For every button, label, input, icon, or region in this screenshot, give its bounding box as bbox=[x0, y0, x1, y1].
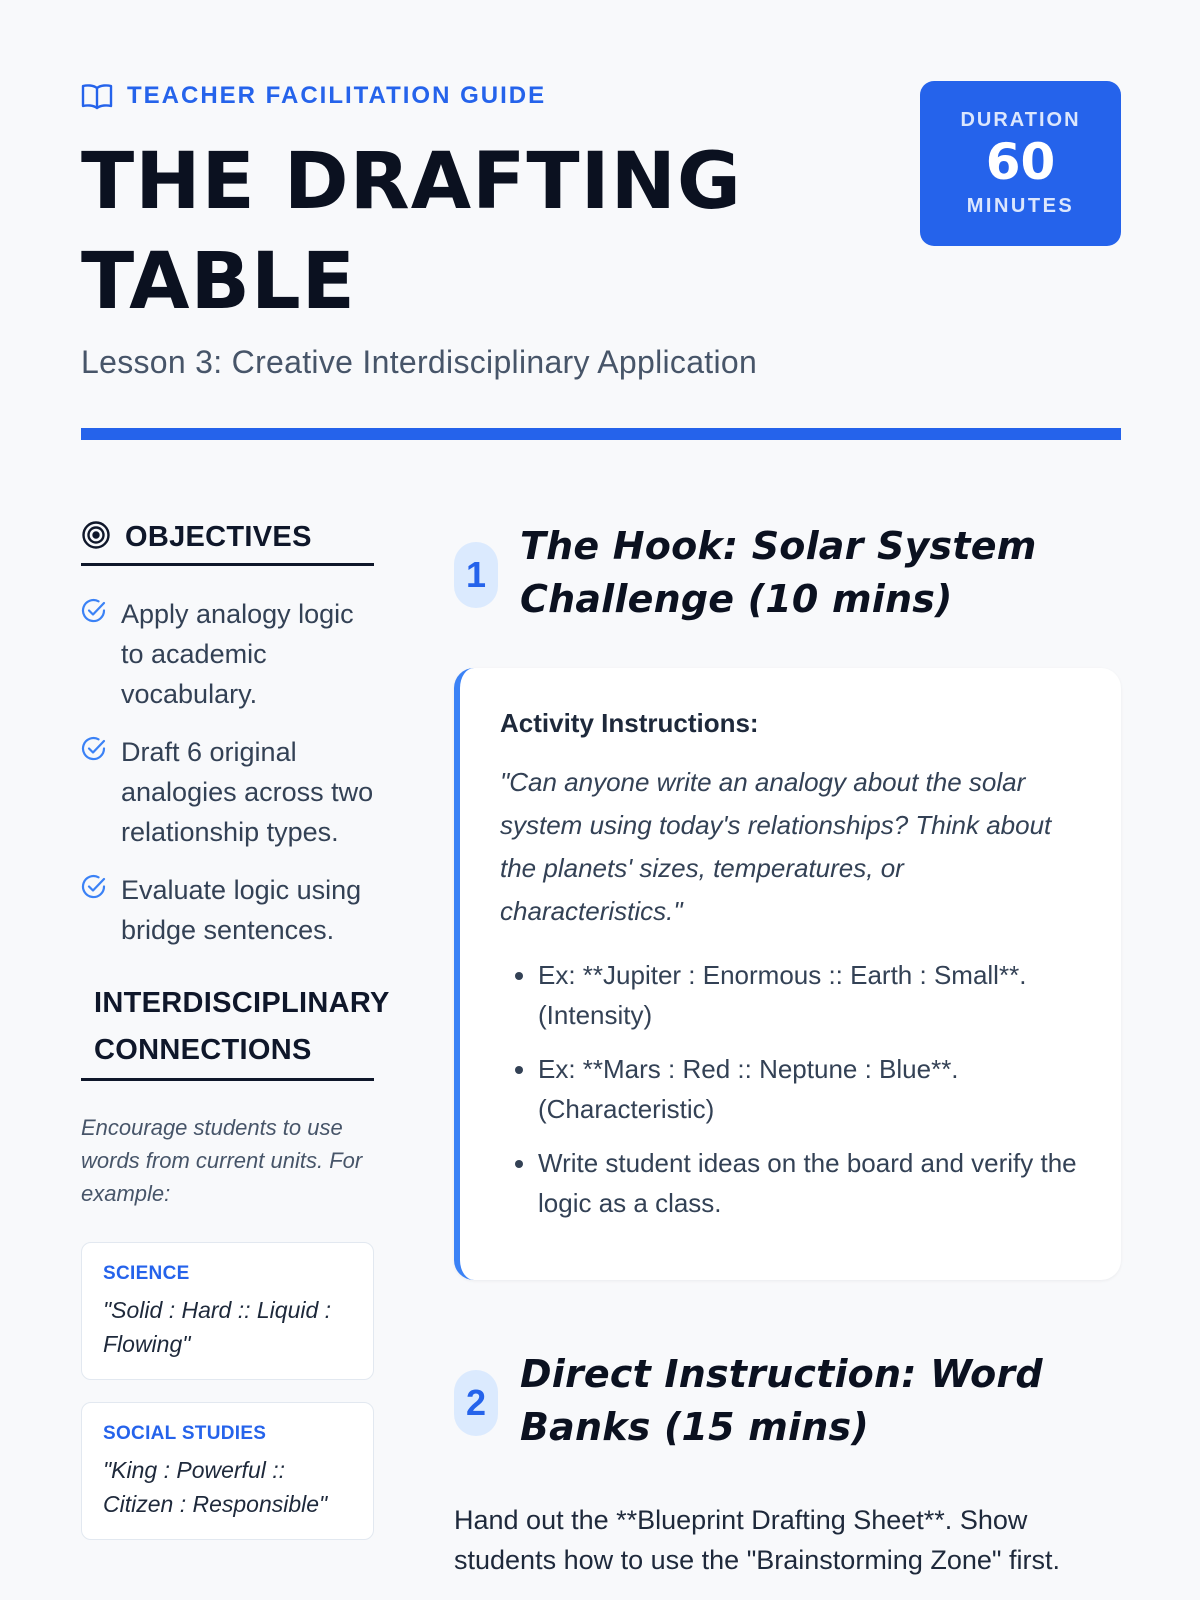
objective-text: Evaluate logic using bridge sentences. bbox=[121, 875, 362, 945]
example-analogy: "King : Powerful :: Citizen : Responsible" bbox=[103, 1457, 328, 1517]
connections-intro: Encourage students to use words from current units. For example: bbox=[81, 1115, 363, 1206]
activity-label: Activity Instructions: bbox=[500, 708, 759, 738]
lesson-guide-page bbox=[81, 0, 1121, 1600]
header-divider bbox=[81, 428, 1121, 440]
check-circle-icon bbox=[81, 594, 109, 714]
activity-bullet: • Ex: **Mars : Red :: Neptune : Blue**. (Characteristic) bbox=[538, 1049, 1087, 1129]
lesson-steps bbox=[454, 520, 1121, 1580]
objective-item bbox=[81, 732, 374, 852]
objectives-heading bbox=[81, 520, 374, 566]
activity-card bbox=[454, 668, 1121, 1280]
eyebrow-label: TEACHER FACILITATION GUIDE bbox=[127, 82, 547, 109]
step-body: Hand out the **Blueprint Drafting Sheet**. Show students how to use the "Brainstorming Zone" first. bbox=[454, 1505, 1060, 1575]
step-title: Direct Instruction: Word Banks (15 mins) bbox=[520, 1352, 1043, 1449]
connection-card-social-studies bbox=[81, 1402, 374, 1540]
duration-value: 60 bbox=[985, 133, 1056, 191]
duration-badge bbox=[920, 81, 1121, 246]
objective-text: Apply analogy logic to academic vocabulary. bbox=[121, 599, 354, 709]
check-circle-icon bbox=[81, 870, 109, 950]
page-title: THE DRAFTING TABLE bbox=[81, 137, 742, 327]
guide-eyebrow bbox=[81, 82, 546, 110]
connections-heading bbox=[81, 980, 390, 1081]
objective-text: Draft 6 original analogies across two relationship types. bbox=[121, 737, 374, 847]
duration-unit: MINUTES bbox=[966, 195, 1075, 217]
connections-title: INTERDISCIPLINARY CONNECTIONS bbox=[94, 987, 390, 1066]
objectives-list bbox=[81, 594, 374, 950]
objectives-title: OBJECTIVES bbox=[125, 521, 312, 553]
subject-label: SOCIAL STUDIES bbox=[103, 1423, 267, 1444]
book-open-icon bbox=[81, 82, 113, 110]
step-2-header bbox=[454, 1348, 1121, 1454]
activity-quote: "Can anyone write an analogy about the solar system using today's relationships? Think about the planets' sizes, temperatures, or characteristics." bbox=[500, 767, 1052, 926]
subject-label: SCIENCE bbox=[103, 1263, 190, 1284]
step-number-badge: 1 bbox=[454, 542, 498, 608]
objective-item bbox=[81, 870, 374, 950]
step-number-badge: 2 bbox=[454, 1370, 498, 1436]
step-title: The Hook: Solar System Challenge (10 mins) bbox=[520, 524, 1037, 621]
connection-card-science bbox=[81, 1242, 374, 1380]
objective-item bbox=[81, 594, 374, 714]
duration-label: DURATION bbox=[960, 109, 1081, 131]
example-analogy: "Solid : Hard :: Liquid : Flowing" bbox=[103, 1297, 332, 1357]
activity-bullet: • Write student ideas on the board and verify the logic as a class. bbox=[538, 1143, 1087, 1223]
activity-bullet: • Ex: **Jupiter : Enormous :: Earth : Small**. (Intensity) bbox=[538, 955, 1087, 1035]
sidebar bbox=[81, 520, 390, 1540]
activity-bullets bbox=[500, 955, 1087, 1223]
target-icon bbox=[81, 520, 111, 555]
check-circle-icon bbox=[81, 732, 109, 852]
step-1-header bbox=[454, 520, 1121, 626]
page-subtitle: Lesson 3: Creative Interdisciplinary Application bbox=[81, 344, 758, 380]
